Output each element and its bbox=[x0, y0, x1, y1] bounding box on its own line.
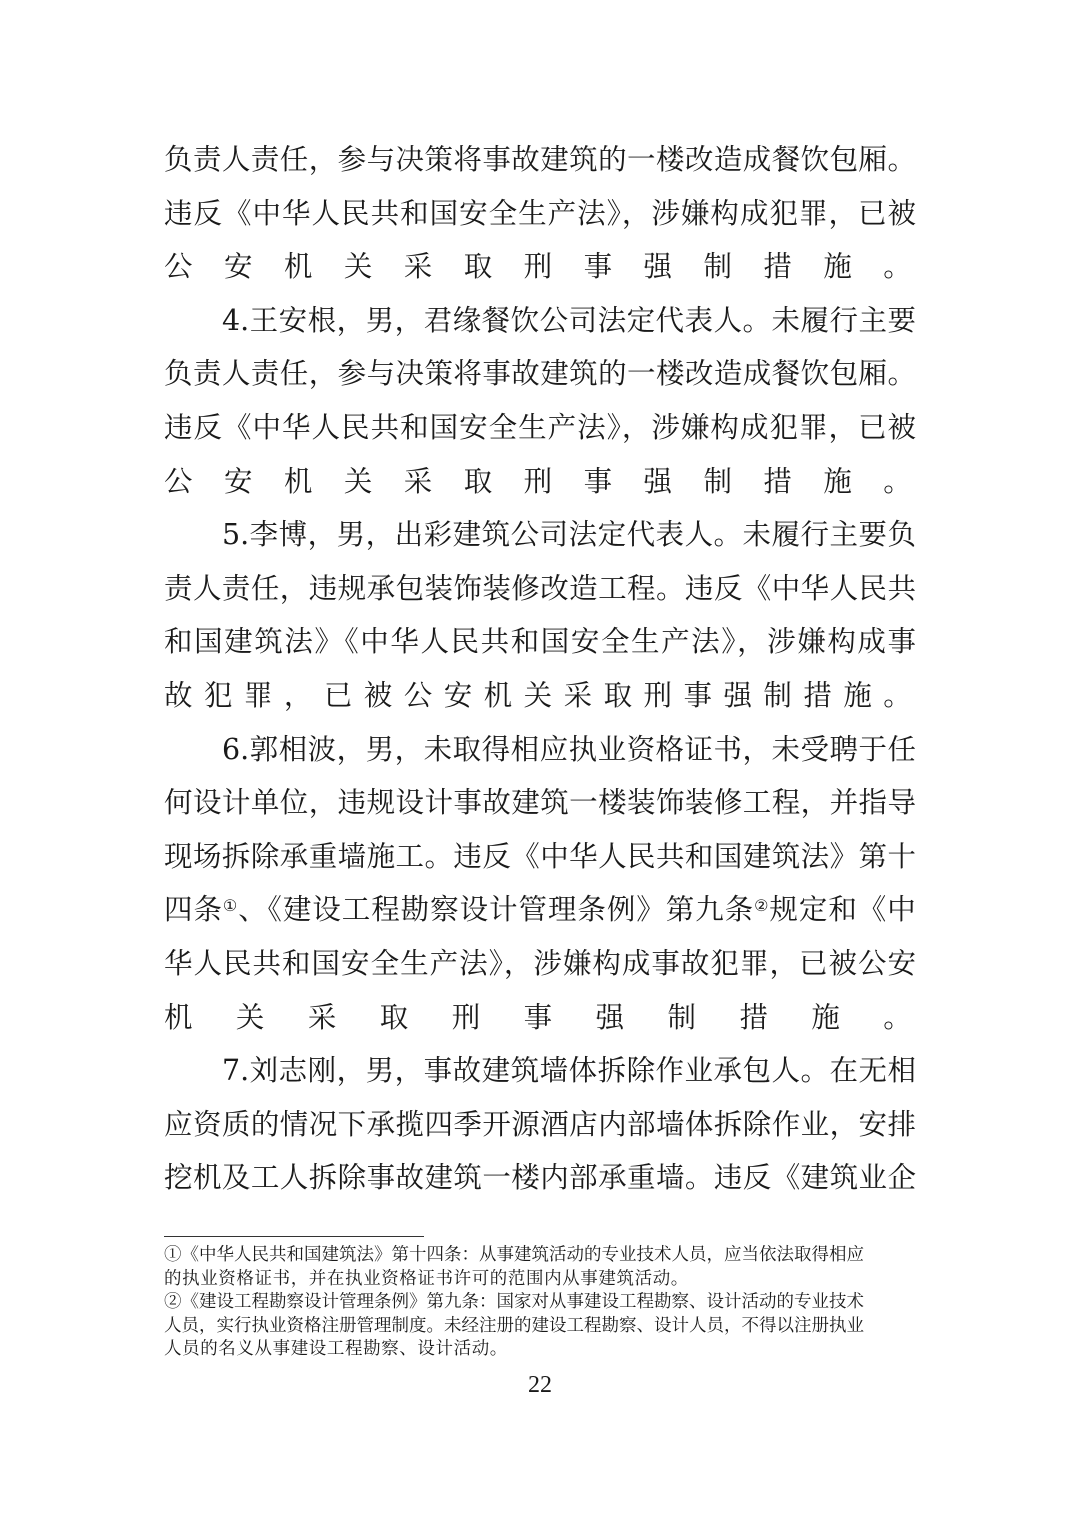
text-line: 何设计单位，违规设计事故建筑一楼装饰装修工程，并指导 bbox=[164, 786, 916, 820]
text-line: 现场拆除承重墙施工。违反《中华人民共和国建筑法》第十 bbox=[164, 839, 916, 873]
text-line: 华人民共和国安全生产法》，涉嫌构成事故犯罪，已被公安 bbox=[164, 946, 916, 980]
paragraph-item-7 bbox=[164, 1044, 916, 1205]
footnote-line: ②《建设工程勘察设计管理条例》第九条：国家对从事建设工程勘察、设计活动的专业技术 bbox=[164, 1292, 864, 1312]
text-line: 机关采取刑事强制措施。 bbox=[164, 1000, 916, 1034]
paragraph-item-5 bbox=[164, 508, 916, 722]
footnote-marker: ② bbox=[754, 896, 770, 916]
text-line: 违反《中华人民共和国安全生产法》，涉嫌构成犯罪，已被 bbox=[164, 196, 916, 230]
text-line: 四条①、《建设工程勘察设计管理条例》第九条②规定和《中 bbox=[164, 893, 916, 927]
text-line: 故犯罪，已被公安机关采取刑事强制措施。 bbox=[164, 678, 916, 712]
text-line: 4.王安根，男，君缘餐饮公司法定代表人。未履行主要 bbox=[222, 303, 916, 337]
text-line: 5.李博，男，出彩建筑公司法定代表人。未履行主要负 bbox=[222, 518, 916, 552]
body-text bbox=[164, 133, 916, 1205]
footnote-1 bbox=[164, 1244, 916, 1291]
footnote-2 bbox=[164, 1291, 916, 1362]
text-line: 应资质的情况下承揽四季开源酒店内部墙体拆除作业，安排 bbox=[164, 1107, 916, 1141]
text-line: 公安机关采取刑事强制措施。 bbox=[164, 464, 916, 498]
footnote-line: 人员的名义从事建设工程勘察、设计活动。 bbox=[164, 1339, 508, 1359]
text-line: 7.刘志刚，男，事故建筑墙体拆除作业承包人。在无相 bbox=[222, 1054, 916, 1088]
text-line: 负责人责任，参与决策将事故建筑的一楼改造成餐饮包厢。 bbox=[164, 357, 916, 391]
footnotes bbox=[164, 1244, 916, 1362]
footnote-marker: ① bbox=[222, 896, 239, 916]
text-line: 责人责任，违规承包装饰装修改造工程。违反《中华人民共 bbox=[164, 571, 916, 605]
paragraph-item-6 bbox=[164, 723, 916, 1045]
text-line: 负责人责任，参与决策将事故建筑的一楼改造成餐饮包厢。 bbox=[164, 143, 916, 176]
text-line: 挖机及工人拆除事故建筑一楼内部承重墙。违反《建筑业企 bbox=[164, 1161, 916, 1195]
text-line: 和国建筑法》《中华人民共和国安全生产法》，涉嫌构成事 bbox=[164, 625, 916, 659]
footnote-divider bbox=[164, 1236, 424, 1237]
paragraph-item-4 bbox=[164, 294, 916, 508]
text-line: 违反《中华人民共和国安全生产法》，涉嫌构成犯罪，已被 bbox=[164, 410, 916, 444]
footnote-line: 人员，实行执业资格注册管理制度。未经注册的建设工程勘察、设计人员，不得以注册执业 bbox=[164, 1315, 864, 1336]
text-line: 公安机关采取刑事强制措施。 bbox=[164, 250, 916, 284]
paragraph-continuation bbox=[164, 133, 916, 294]
page-number: 22 bbox=[528, 1372, 552, 1398]
footnote-line: 的执业资格证书，并在执业资格证书许可的范围内从事建筑活动。 bbox=[164, 1268, 689, 1289]
footnote-line: ①《中华人民共和国建筑法》第十四条：从事建筑活动的专业技术人员，应当依法取得相应 bbox=[164, 1245, 864, 1265]
text-line: 6.郭相波，男，未取得相应执业资格证书，未受聘于任 bbox=[222, 732, 916, 766]
